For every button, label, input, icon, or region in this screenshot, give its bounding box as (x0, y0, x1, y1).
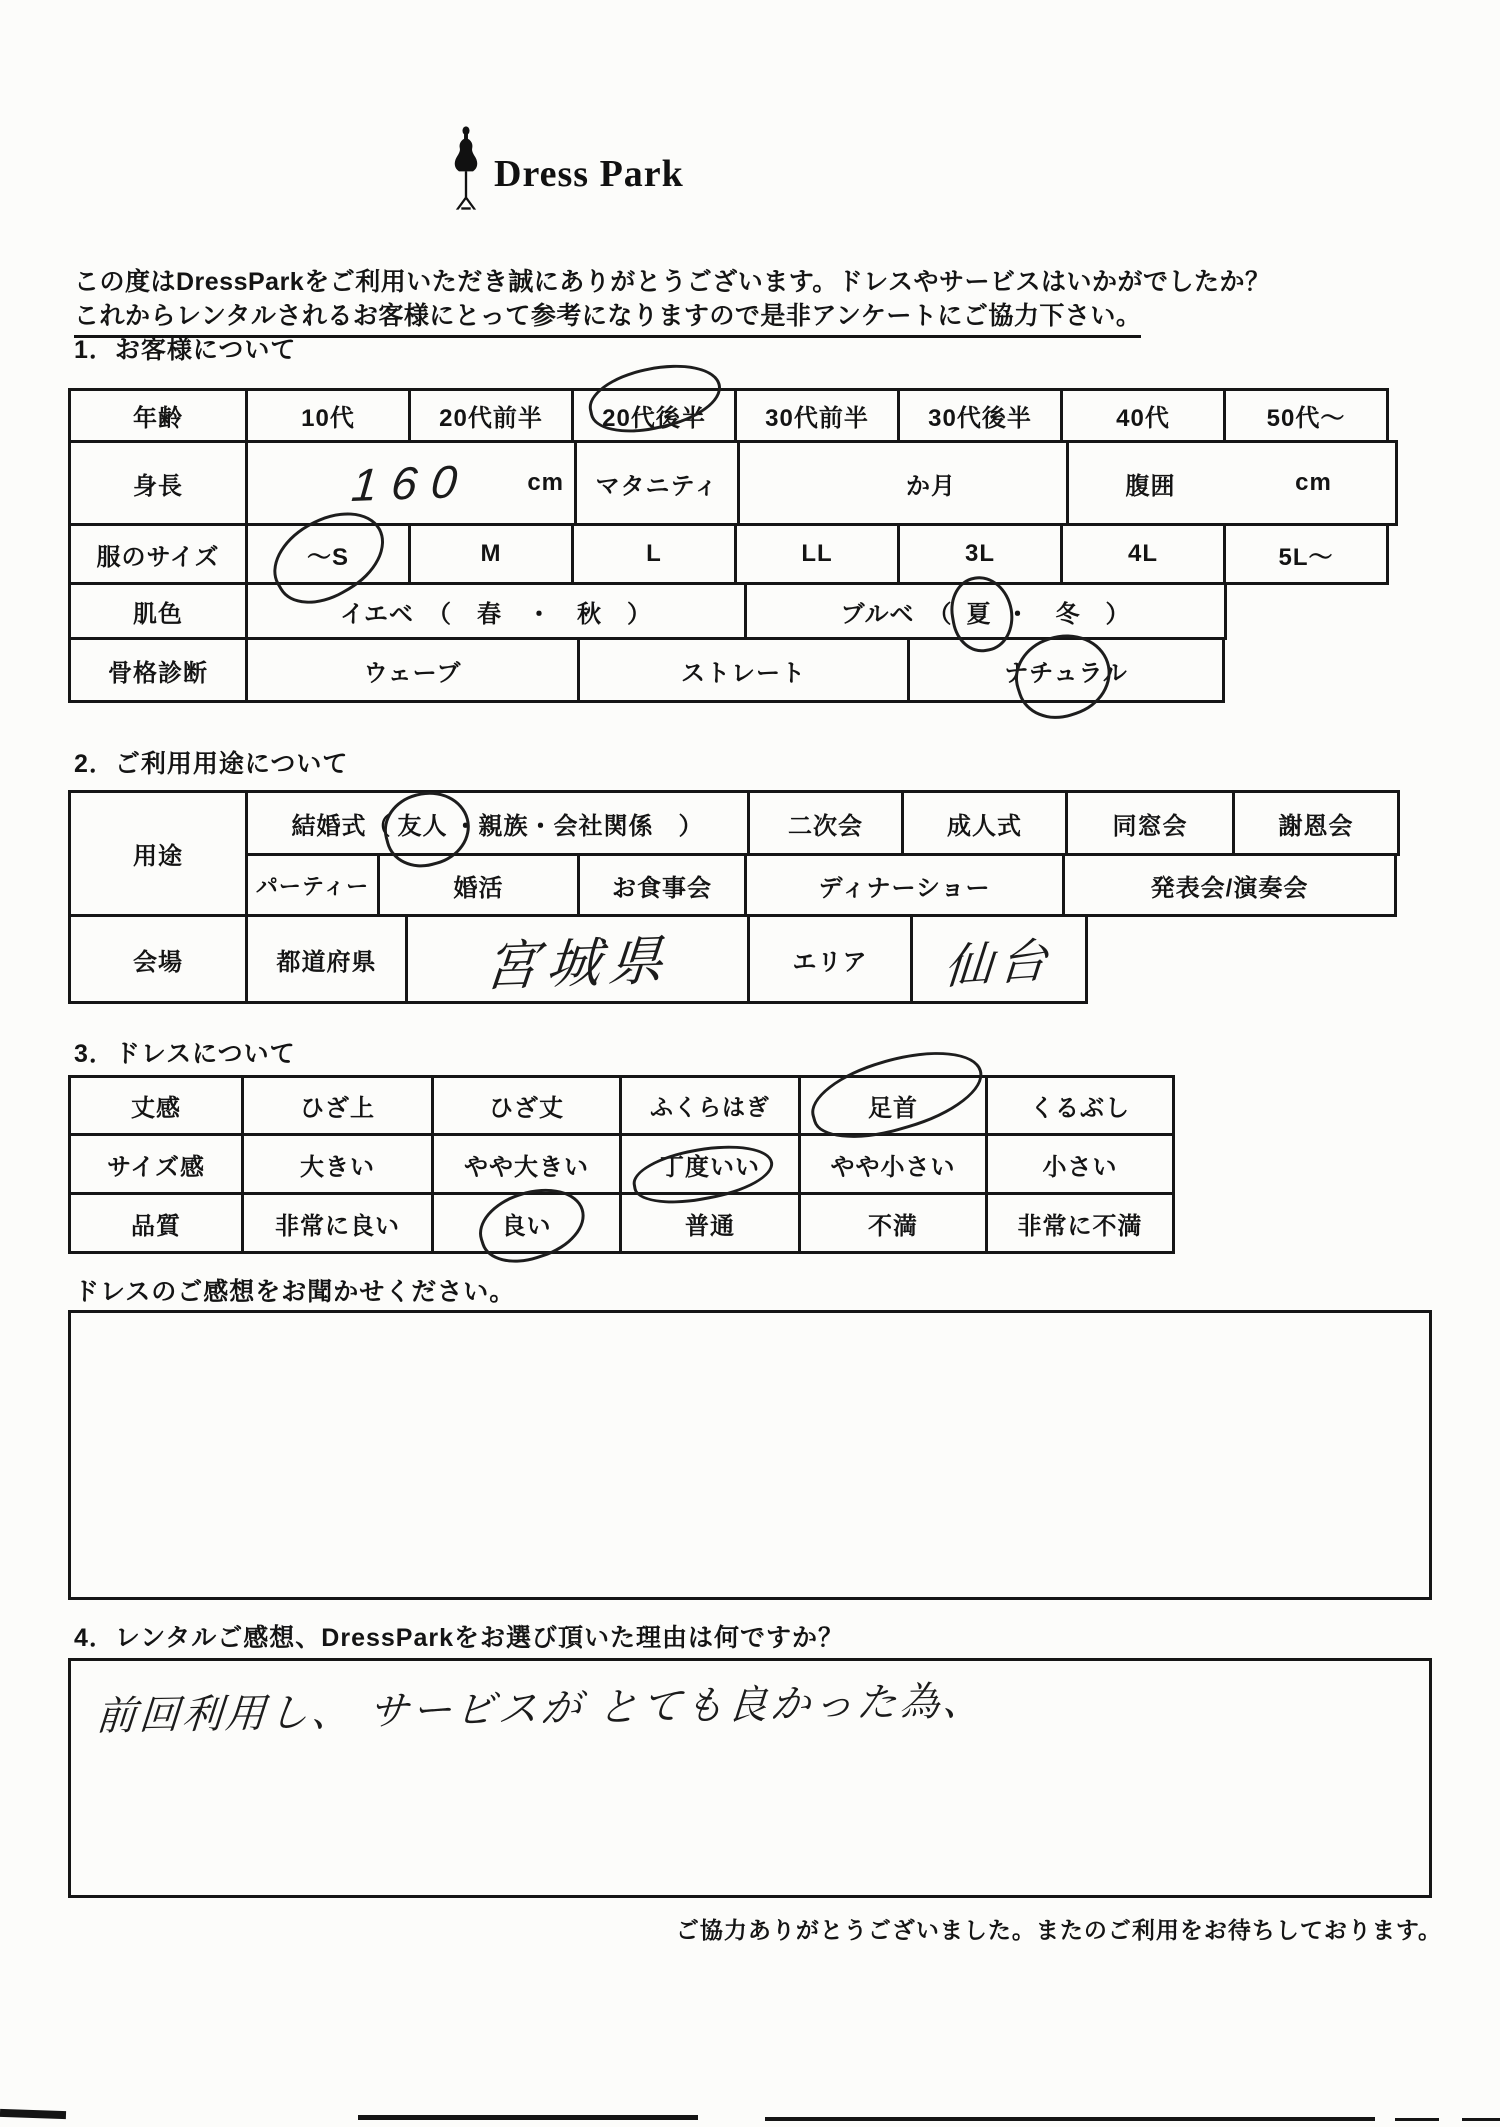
venue-area-value-cell (910, 914, 1088, 1004)
skeleton-option-wave: ウェーブ (245, 637, 580, 703)
quality-row (68, 1192, 1175, 1254)
size-option-3: L (571, 523, 737, 585)
handwritten-reason: 前回利用し、 サービスが とても良かった為、 (94, 1679, 988, 1739)
skin-blue-cell (744, 582, 1227, 640)
dress-table (68, 1075, 1175, 1254)
usage-option-dousoukai: 同窓会 (1065, 790, 1235, 856)
skin-yellow-cell: イエベ （ 春 ・ 秋 ） (245, 582, 747, 640)
fit-option-2: やや大きい (431, 1133, 622, 1195)
dress-comment-prompt: ドレスのご感想をお聞かせください。 (74, 1278, 516, 1306)
venue-row (68, 914, 1400, 1004)
size-option-6: 4L (1060, 523, 1226, 585)
size-option-7: 5L〜 (1223, 523, 1389, 585)
size-option-1-selected (245, 523, 411, 585)
fit-option-4: やや小さい (798, 1133, 988, 1195)
natural-c: ラル (1078, 659, 1128, 687)
quality-option-5: 非常に不満 (985, 1192, 1175, 1254)
length-option-5: くるぶし (985, 1075, 1175, 1136)
length-option-2: ひざ丈 (431, 1075, 622, 1136)
age-option-3-selected (571, 388, 737, 443)
size-option-4: LL (734, 523, 900, 585)
reason-box (68, 1658, 1432, 1898)
age-label: 年齢 (68, 388, 248, 443)
usage-row-2 (245, 853, 1400, 917)
age-option-3-text: 20代後半 (602, 405, 706, 432)
maternity-months-cell: か月 (737, 440, 1069, 526)
venue-pref-value-cell (405, 914, 750, 1004)
length-option-1: ひざ上 (241, 1075, 434, 1136)
usage-options (245, 790, 1400, 917)
quality-label: 品質 (68, 1192, 244, 1254)
fit-row (68, 1133, 1175, 1195)
wedding-friend-wrap (398, 806, 448, 841)
skin-row (68, 582, 1398, 640)
length-option-4-selected (798, 1075, 988, 1136)
section-4-heading: 4．レンタルご感想、DressParkをお選び頂いた理由は何ですか？ (74, 1624, 844, 1652)
section-3-heading: 3．ドレスについて (74, 1040, 296, 1068)
skin-summer-selected: 夏 (966, 600, 992, 628)
usage-upper (68, 790, 1400, 917)
usage-option-konkatsu: 婚活 (377, 853, 580, 917)
age-option-2: 20代前半 (408, 388, 574, 443)
height-value-cell (245, 440, 577, 526)
quality-option-1: 非常に良い (241, 1192, 434, 1254)
length-option-3: ふくらはぎ (619, 1075, 801, 1136)
usage-table (68, 790, 1400, 1004)
fit-option-3-text: 丁度いい (660, 1153, 760, 1181)
intro-line-1: この度はDressParkをご利用いただき誠にありがとうございます。ドレスやサービスはいかがでしたか？ (74, 268, 1271, 296)
skeleton-row (68, 637, 1398, 703)
height-unit: cm (527, 469, 564, 496)
dress-form-icon (448, 126, 484, 212)
age-option-1: 10代 (245, 388, 411, 443)
usage-option-party: パーティー (245, 853, 380, 917)
skin-label: 肌色 (68, 582, 248, 640)
scan-artifact (358, 2115, 698, 2120)
handwritten-prefecture: 宮城県 (481, 930, 674, 997)
age-row (68, 388, 1398, 443)
usage-option-happyoukai: 発表会/演奏会 (1062, 853, 1397, 917)
skin-blue-close: ・ 冬 ） (1005, 600, 1131, 628)
skeleton-option-natural-selected (907, 637, 1225, 703)
waist-cell (1066, 440, 1398, 526)
usage-option-seijinshiki: 成人式 (901, 790, 1068, 856)
age-option-6: 40代 (1060, 388, 1226, 443)
waist-label: 腹囲 (1125, 472, 1176, 500)
usage-option-dinnershow: ディナーショー (744, 853, 1065, 917)
skin-blue-open: ブルベ （ (840, 600, 953, 628)
fit-label: サイズ感 (68, 1133, 244, 1195)
height-row (68, 440, 1398, 526)
fit-option-3-selected (619, 1133, 801, 1195)
customer-table (68, 388, 1398, 703)
age-option-7: 50代〜 (1223, 388, 1389, 443)
intro-line-2: これからレンタルされるお客様にとって参考になりますので是非アンケートにご協力下さい。 (74, 296, 1141, 338)
natural-b: チュ (1029, 659, 1079, 687)
size-label: 服のサイズ (68, 523, 248, 585)
length-label: 丈感 (68, 1075, 244, 1136)
wedding-friend-selected: 友人 (397, 812, 448, 840)
usage-label: 用途 (68, 790, 248, 917)
fit-option-5: 小さい (985, 1133, 1175, 1195)
age-option-4: 30代前半 (734, 388, 900, 443)
brand-logo (448, 126, 684, 212)
scan-artifact (1395, 2118, 1439, 2121)
handwritten-area: 仙台 (942, 933, 1055, 995)
quality-option-3: 普通 (619, 1192, 801, 1254)
size-row (68, 523, 1398, 585)
size-option-2: M (408, 523, 574, 585)
scan-artifact (765, 2117, 1375, 2121)
venue-area-label: エリア (747, 914, 913, 1004)
brand-name: Dress Park (494, 153, 684, 195)
quality-option-2-text: 良い (501, 1212, 552, 1240)
fit-option-1: 大きい (241, 1133, 434, 1195)
maternity-label: マタニティ (574, 440, 740, 526)
waist-unit: cm (1295, 469, 1332, 496)
scan-artifact (0, 2109, 66, 2119)
dress-comment-box (68, 1310, 1432, 1600)
size-option-1-text: 〜S (306, 543, 349, 571)
height-label: 身長 (68, 440, 248, 526)
size-option-5: 3L (897, 523, 1063, 585)
quality-option-4: 不満 (798, 1192, 988, 1254)
scan-artifact (1462, 2118, 1500, 2121)
quality-option-2-selected (431, 1192, 622, 1254)
wedding-rest: ・親族・会社関係 ） (453, 812, 704, 840)
skeleton-option-straight: ストレート (577, 637, 910, 703)
venue-pref-label: 都道府県 (245, 914, 408, 1004)
usage-option-oshokujikai: お食事会 (577, 853, 747, 917)
length-row (68, 1075, 1175, 1136)
venue-label: 会場 (68, 914, 248, 1004)
usage-option-nijikai: 二次会 (747, 790, 904, 856)
length-option-4-text: 足首 (868, 1095, 918, 1122)
handwritten-height-value: 160 (349, 454, 473, 512)
skeleton-label: 骨格診断 (68, 637, 248, 703)
usage-row-1 (245, 790, 1400, 856)
usage-wedding-cell (245, 790, 750, 856)
section-2-heading: 2．ご利用用途について (74, 750, 349, 778)
wedding-open: 結婚式（ (291, 812, 392, 840)
usage-option-shaonkai: 謝恩会 (1232, 790, 1400, 856)
natural-b-wrap (1029, 653, 1078, 688)
age-option-5: 30代後半 (897, 388, 1063, 443)
natural-a: ナ (1004, 659, 1030, 687)
skin-summer-wrap (967, 594, 992, 629)
section-1-heading: 1．お客様について (74, 336, 297, 364)
footer-thanks: ご協力ありがとうございました。またのご利用をお待ちしております。 (675, 1917, 1442, 1943)
